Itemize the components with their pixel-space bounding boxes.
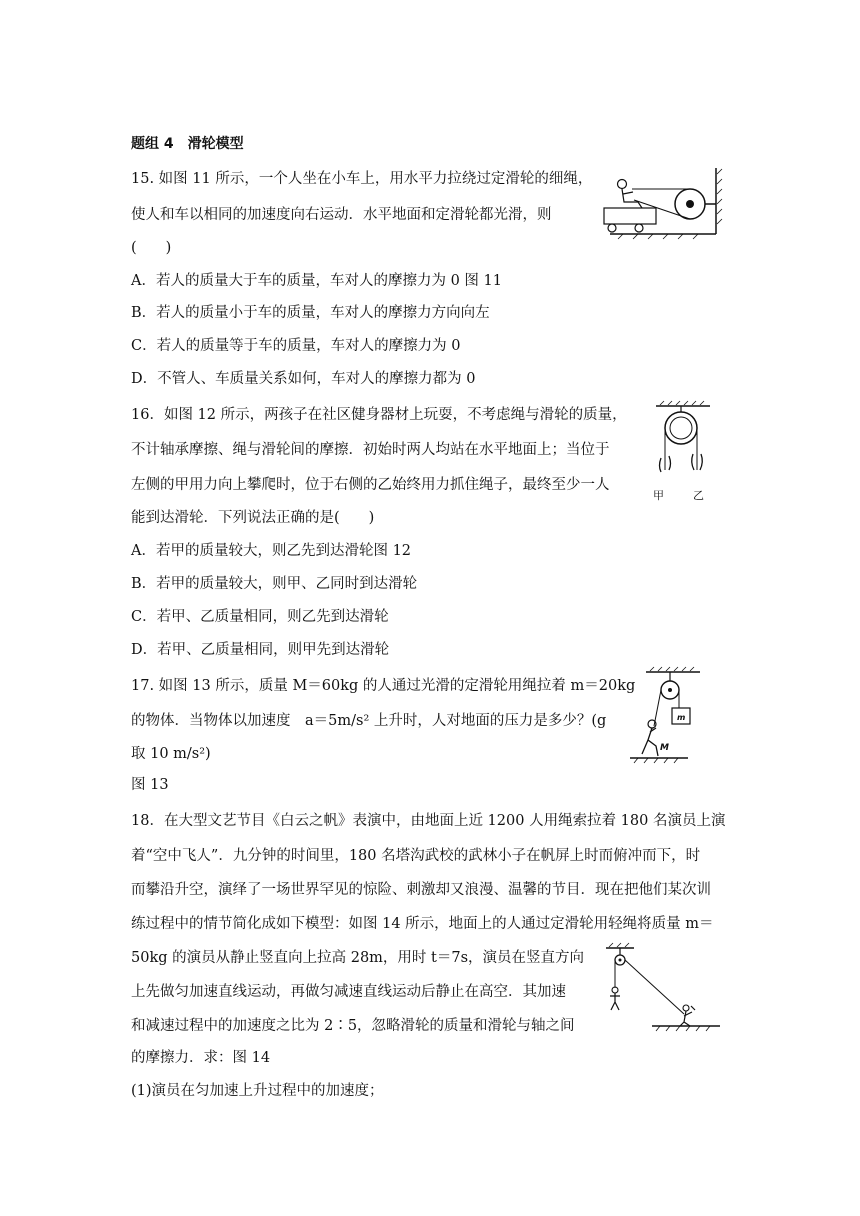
q15-option-b: B．若人的质量小于车的质量，车对人的摩擦力方向向左: [131, 305, 490, 321]
q18-line-4: 练过程中的情节简化成如下模型：如图 14 所示，地面上的人通过定滑轮用轻绳将质量 m＝: [131, 916, 714, 932]
figure-12-label-yi: 乙: [693, 489, 704, 502]
q15-option-a: A．若人的质量大于车的质量，车对人的摩擦力为 0 图 11: [131, 273, 502, 289]
section-title: 题组 4 滑轮模型: [131, 136, 244, 152]
q16-line-4: 能到达滑轮．下列说法正确的是( ): [131, 510, 375, 526]
figure-11: [598, 164, 724, 240]
figure-13-label-m: m: [677, 713, 686, 722]
q18-line-7: 和减速过程中的加速度之比为 2∶5，忽略滑轮的质量和滑轮与轴之间: [131, 1018, 575, 1034]
figure-12-label-jia: 甲: [653, 489, 664, 502]
q16-line-1: 16．如图 12 所示，两孩子在社区健身器材上玩耍，不考虑绳与滑轮的质量，: [131, 407, 627, 423]
q18-line-3: 而攀沿升空，演绎了一场世界罕见的惊险、刺激却又浪漫、温馨的节目．现在把他们某次训: [131, 882, 711, 898]
q17-line-4: 图 13: [131, 777, 169, 793]
q16-option-b: B．若甲的质量较大，则甲、乙同时到达滑轮: [131, 576, 418, 592]
q17-line-1: 17. 如图 13 所示，质量 M＝60kg 的人通过光滑的定滑轮用绳拉着 m＝20kg: [131, 678, 636, 694]
figure-12: [648, 400, 718, 505]
q18-line-2: 着“空中飞人”．九分钟的时间里，180 名塔沟武校的武林小子在帆屏上时而俯冲而下，时: [131, 848, 701, 864]
q15-option-d: D．不管人、车质量关系如何，车对人的摩擦力都为 0: [131, 371, 476, 387]
q18-line-8: 的摩擦力．求：图 14: [131, 1050, 271, 1066]
q18-line-1: 18．在大型文艺节目《白云之帆》表演中，由地面上近 1200 人用绳索拉着 180 名演员上演: [131, 813, 726, 829]
q16-option-a: A．若甲的质量较大，则乙先到达滑轮图 12: [131, 543, 412, 559]
q15-line-1: 15. 如图 11 所示，一个人坐在小车上，用水平力拉绕过定滑轮的细绳，: [131, 171, 593, 187]
q15-option-c: C．若人的质量等于车的质量，车对人的摩擦力为 0: [131, 338, 461, 354]
figure-13-label-big-m: M: [660, 743, 669, 753]
q15-line-2: 使人和车以相同的加速度向右运动．水平地面和定滑轮都光滑，则: [131, 207, 552, 223]
q15-line-3: ( ): [131, 240, 172, 256]
figure-14: [600, 942, 724, 1032]
q16-line-3: 左侧的甲用力向上攀爬时，位于右侧的乙始终用力抓住绳子，最终至少一人: [131, 477, 610, 493]
q16-line-2: 不计轴承摩擦、绳与滑轮间的摩擦．初始时两人均站在水平地面上；当位于: [131, 442, 610, 458]
q16-option-d: D．若甲、乙质量相同，则甲先到达滑轮: [131, 642, 390, 658]
q17-line-2: 的物体．当物体以加速度 a＝5m/s² 上升时，人对地面的压力是多少？(g: [131, 713, 607, 729]
q18-line-5: 50kg 的演员从静止竖直向上拉高 28m，用时 t＝7s，演员在竖直方向: [131, 950, 585, 966]
q18-line-6: 上先做匀加速直线运动，再做匀减速直线运动后静止在高空．其加速: [131, 984, 566, 1000]
q18-line-9: (1)演员在匀加速上升过程中的加速度；: [131, 1083, 384, 1099]
q17-line-3: 取 10 m/s²): [131, 746, 211, 762]
figure-13: [626, 666, 702, 766]
q16-option-c: C．若甲、乙质量相同，则乙先到达滑轮: [131, 609, 389, 625]
